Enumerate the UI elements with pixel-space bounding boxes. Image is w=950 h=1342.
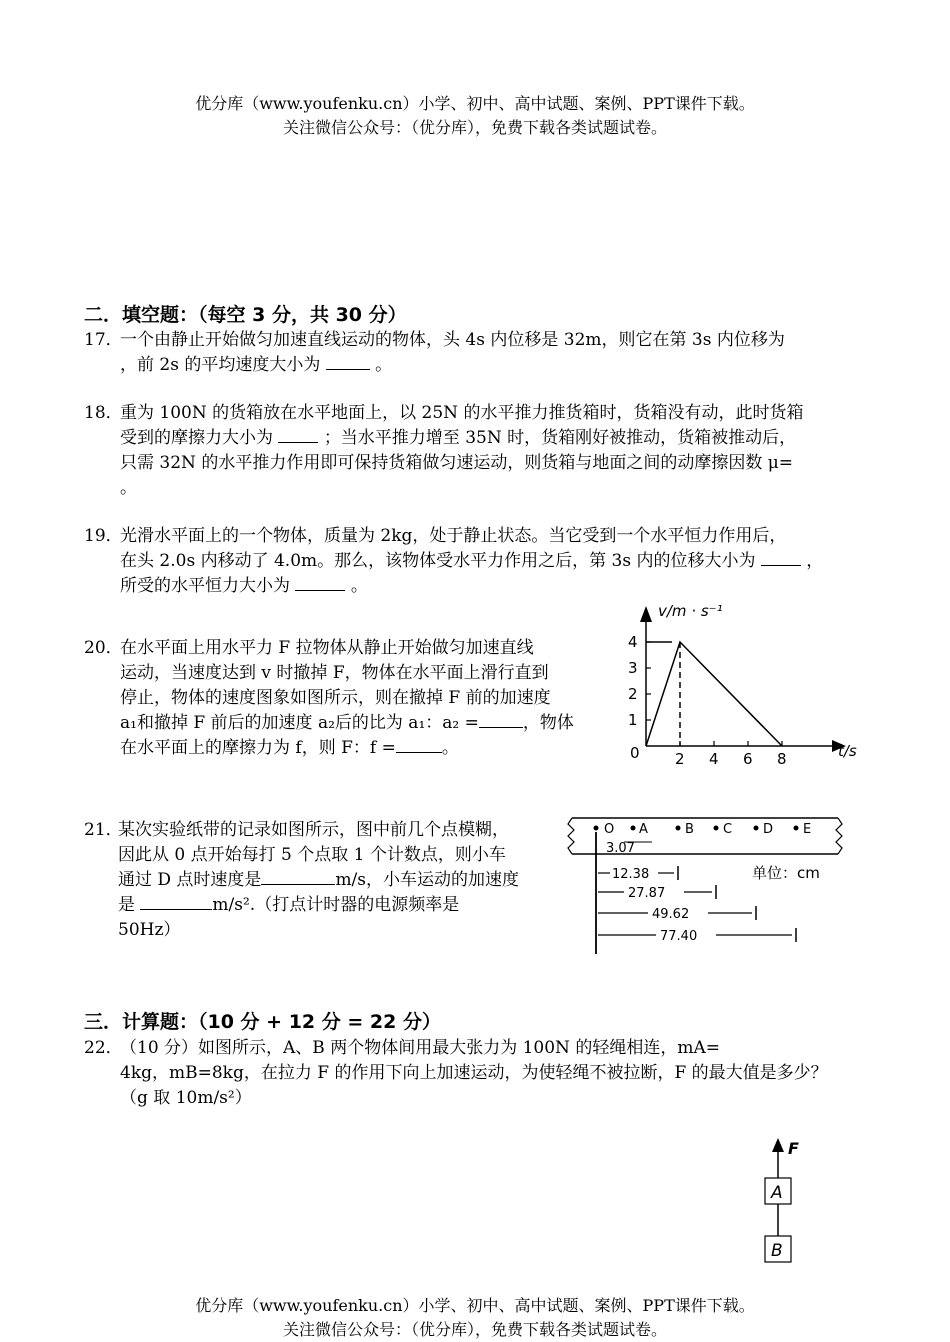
q18-line-3: 只需 32N 的水平推力作用即可保持货箱做匀速运动，则货箱与地面之间的动摩擦因数 μ= bbox=[120, 453, 794, 473]
y-tick-label: 2 bbox=[628, 685, 638, 703]
section-3-title: 三．计算题：（10 分 + 12 分 = 22 分） bbox=[84, 1011, 441, 1033]
tape-distance-oc: 27.87 bbox=[628, 886, 666, 901]
q20-line-4 bbox=[120, 711, 624, 736]
tape-point-label-o: O bbox=[604, 822, 615, 837]
q18-text-end: ；当水平推力增至 35N 时，货箱刚好被推动，货箱被推动后， bbox=[323, 428, 797, 448]
q20-text: a₁和撤掉 F 前后的加速度 a₂后的比为 a₁：a₂ = bbox=[120, 713, 479, 733]
q21-line-5: 50Hz） bbox=[118, 920, 181, 940]
question-number: 22． bbox=[84, 1038, 123, 1058]
q19-line-1: 光滑水平面上的一个物体，质量为 2kg，处于静止状态。当它受到一个水平恒力作用后， bbox=[120, 526, 787, 546]
tape-distance-ob: 12.38 bbox=[612, 867, 650, 882]
x-tick-label: 4 bbox=[709, 750, 719, 768]
tape-torn-left bbox=[568, 818, 574, 854]
header-line-1: 优分库（www.youfenku.cn）小学、初中、高中试题、案例、PPT课件下载。 bbox=[195, 94, 755, 113]
q21-text: 通过 D 点时速度是 bbox=[118, 870, 262, 890]
footer-line-2: 关注微信公众号：（优分库），免费下载各类试题试卷。 bbox=[282, 1320, 667, 1339]
q21-line-4 bbox=[118, 893, 584, 918]
answer-blank[interactable] bbox=[278, 428, 318, 443]
q22-line-2: 4kg，mB=8kg，在拉力 F 的作用下向上加速运动，为使轻绳不被拉断，F 的最大值是多少？ bbox=[120, 1063, 828, 1083]
tape-dot-a bbox=[631, 826, 636, 831]
question-17 bbox=[84, 328, 884, 378]
q19-text: 在头 2.0s 内移动了 4.0m。那么，该物体受水平力作用之后，第 3s 内的位移大小为 bbox=[120, 551, 756, 571]
q20-line-5 bbox=[120, 736, 624, 761]
velocity-series-line bbox=[646, 642, 782, 746]
tape-dot-e bbox=[794, 826, 799, 831]
answer-blank[interactable] bbox=[761, 551, 801, 566]
block-b-label: B bbox=[771, 1241, 783, 1261]
blocks-figure bbox=[750, 1134, 820, 1272]
tape-dot-b bbox=[676, 826, 681, 831]
question-19 bbox=[84, 524, 894, 599]
question-22 bbox=[84, 1036, 884, 1111]
q21-text: 是 bbox=[118, 895, 135, 915]
tape-point-label-d: D bbox=[763, 822, 774, 837]
question-number: 20． bbox=[84, 638, 123, 658]
q20-text-end: ，物体 bbox=[522, 713, 574, 733]
question-20 bbox=[84, 636, 624, 761]
tape-figure bbox=[566, 812, 856, 962]
graph-ticks bbox=[628, 633, 787, 768]
question-number: 18． bbox=[84, 403, 123, 423]
q21-line-1: 某次实验纸带的记录如图所示，图中前几个点模糊， bbox=[118, 820, 509, 840]
tape-point-label-c: C bbox=[723, 822, 733, 837]
q22-line-1: （10 分）如图所示，A、B 两个物体间用最大张力为 100N 的轻绳相连，mA= bbox=[120, 1038, 720, 1058]
q18-line-2 bbox=[120, 426, 884, 451]
tape-dot-d bbox=[754, 826, 759, 831]
answer-blank[interactable] bbox=[396, 738, 442, 753]
tape-distance-od: 49.62 bbox=[652, 907, 690, 922]
force-arrow-head bbox=[772, 1138, 784, 1152]
section-2-title: 二．填空题：（每空 3 分，共 30 分） bbox=[84, 304, 407, 326]
question-number: 21． bbox=[84, 820, 123, 840]
answer-blank[interactable] bbox=[261, 870, 335, 885]
answer-blank[interactable] bbox=[326, 355, 370, 370]
y-tick-label: 1 bbox=[628, 711, 638, 729]
tape-point-label-a: A bbox=[639, 822, 648, 837]
x-axis-label: t/s bbox=[838, 742, 857, 760]
tape-point-label-b: B bbox=[685, 822, 694, 837]
q20-line-2: 运动，当速度达到 v 时撤掉 F，物体在水平面上滑行直到 bbox=[120, 663, 549, 683]
question-21 bbox=[84, 818, 584, 943]
q19-line-2 bbox=[120, 549, 894, 574]
tape-points bbox=[594, 822, 812, 837]
x-tick-label: 8 bbox=[777, 750, 787, 768]
q19-text-end: 。 bbox=[350, 576, 368, 596]
question-number: 17． bbox=[84, 330, 123, 350]
origin-label: 0 bbox=[630, 744, 640, 762]
question-18 bbox=[84, 401, 884, 501]
q21-text-end: m/s，小车运动的加速度 bbox=[335, 870, 520, 890]
y-axis-arrow bbox=[640, 606, 652, 622]
tape-distance-oa: 3.07 bbox=[606, 841, 635, 856]
q20-line-1: 在水平面上用水平力 F 拉物体从静止开始做匀加速直线 bbox=[120, 638, 534, 658]
q17-line-2 bbox=[120, 353, 884, 378]
question-number: 19． bbox=[84, 526, 123, 546]
x-tick-label: 6 bbox=[743, 750, 753, 768]
force-label: F bbox=[788, 1139, 799, 1158]
q20-text: 在水平面上的摩擦力为 f，则 F：f = bbox=[120, 738, 396, 758]
tape-dot-c bbox=[714, 826, 719, 831]
tape-distance-oe: 77.40 bbox=[660, 929, 698, 944]
tape-dot-o bbox=[594, 826, 599, 831]
q18-text: 受到的摩擦力大小为 bbox=[120, 428, 273, 448]
header-line-2: 关注微信公众号：（优分库），免费下载各类试题试卷。 bbox=[282, 118, 667, 137]
y-tick-label: 4 bbox=[628, 633, 638, 651]
tape-point-label-e: E bbox=[803, 822, 812, 837]
q20-text-end: 。 bbox=[441, 738, 459, 758]
y-tick-label: 3 bbox=[628, 659, 638, 677]
block-a-label: A bbox=[771, 1183, 783, 1203]
footer-line-1: 优分库（www.youfenku.cn）小学、初中、高中试题、案例、PPT课件下载。 bbox=[195, 1296, 755, 1315]
q18-line-4: 。 bbox=[120, 478, 137, 498]
velocity-time-graph bbox=[620, 596, 870, 776]
q19-text-end: ， bbox=[806, 551, 824, 571]
answer-blank[interactable] bbox=[479, 713, 523, 728]
q17-text-end: 。 bbox=[375, 355, 393, 375]
q21-line-2: 因此从 0 点开始每打 5 个点取 1 个计数点，则小车 bbox=[118, 845, 506, 865]
tape-torn-right bbox=[836, 818, 842, 854]
answer-blank[interactable] bbox=[140, 895, 212, 910]
y-axis-label: v/m · s⁻¹ bbox=[658, 602, 723, 620]
tape-unit-label: 单位：cm bbox=[752, 864, 820, 882]
q22-line-3: （g 取 10m/s²） bbox=[120, 1088, 252, 1108]
q21-text-end: m/s².（打点计时器的电源频率是 bbox=[212, 895, 460, 915]
answer-blank[interactable] bbox=[295, 576, 345, 591]
q17-text: ，前 2s 的平均速度大小为 bbox=[120, 355, 321, 375]
q17-line-1: 一个由静止开始做匀加速直线运动的物体，头 4s 内位移是 32m，则它在第 3s 内位移为 bbox=[120, 330, 785, 350]
q20-line-3: 停止，物体的速度图象如图所示，则在撤掉 F 前的加速度 bbox=[120, 688, 551, 708]
x-tick-label: 2 bbox=[675, 750, 685, 768]
q19-text: 所受的水平恒力大小为 bbox=[120, 576, 290, 596]
q18-line-1: 重为 100N 的货箱放在水平地面上，以 25N 的水平推力推货箱时，货箱没有动，此时货箱 bbox=[120, 403, 804, 423]
q21-line-3 bbox=[118, 868, 584, 893]
